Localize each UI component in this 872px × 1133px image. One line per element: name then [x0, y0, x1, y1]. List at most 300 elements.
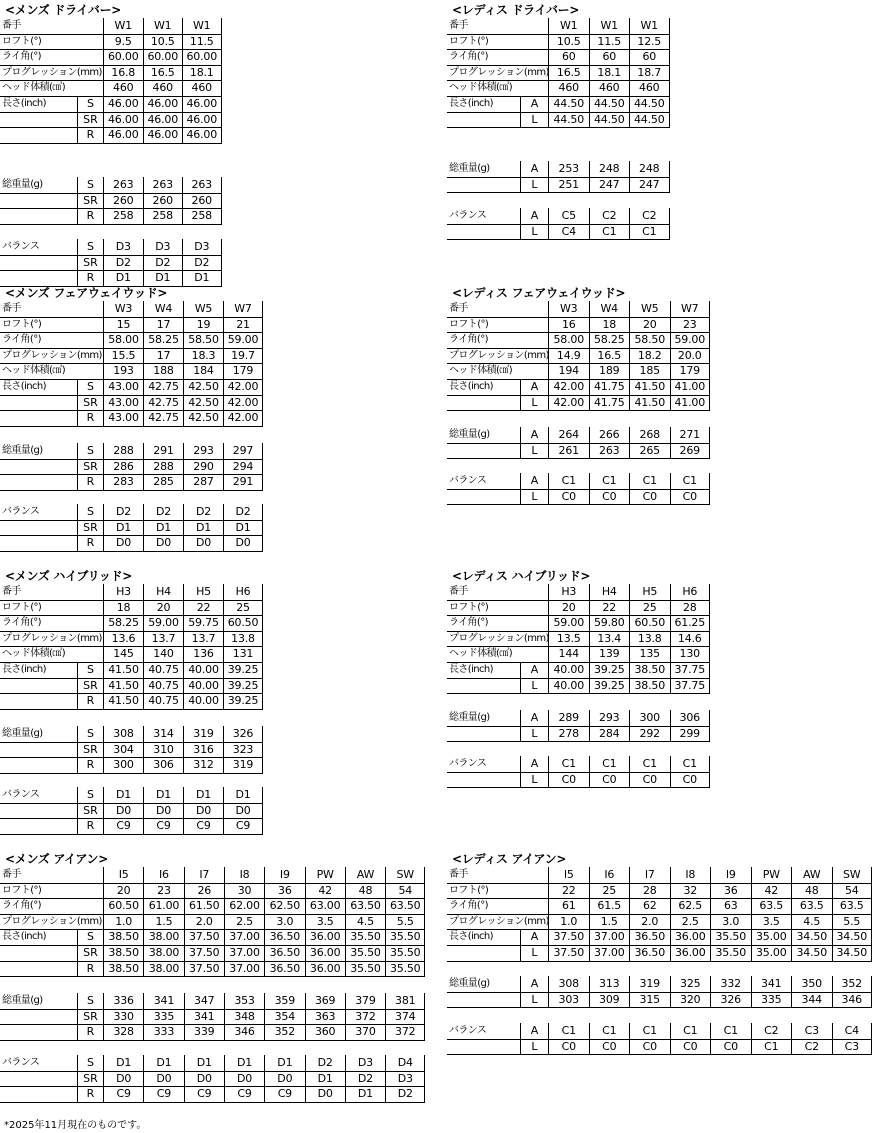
table-cell: H4: [589, 584, 630, 600]
flex-label: A: [520, 976, 548, 992]
row-label: プログレッション(mm): [449, 349, 549, 361]
table-cell: 37.50: [184, 945, 224, 961]
table-row: [447, 726, 710, 743]
footnote: *2025年11月現在のものです。: [4, 1120, 147, 1131]
table-cell: D2: [183, 504, 223, 520]
row-label: バランス: [2, 241, 40, 252]
table-cell: SW: [385, 867, 425, 883]
table-cell: 35.50: [345, 929, 385, 945]
table-cell: 2.0: [184, 914, 224, 930]
table-cell: 40.00: [548, 662, 589, 678]
table-cell: 258: [182, 208, 222, 224]
table-cell: 39.25: [223, 678, 263, 694]
table-row: [0, 459, 263, 476]
table-cell: 13.7: [143, 631, 183, 647]
table-cell: D0: [103, 1071, 143, 1087]
table-cell: C9: [143, 1086, 183, 1102]
flex-label: S: [77, 929, 103, 945]
table-cell: PW: [751, 867, 792, 883]
table-cell: 37.00: [589, 945, 630, 961]
table-row: [0, 867, 425, 884]
table-cell: 36.50: [264, 961, 304, 977]
flex-label: S: [77, 662, 103, 678]
row-label: プログレッション(mm): [449, 66, 549, 78]
table-row: [0, 914, 425, 931]
flex-label: R: [77, 818, 103, 834]
table-cell: C9: [264, 1086, 304, 1102]
table-cell: 261: [548, 443, 589, 459]
table-cell: D1: [182, 270, 222, 286]
table-cell: 314: [143, 726, 183, 742]
table-cell: 44.50: [548, 112, 589, 128]
table-cell: 58.25: [589, 332, 630, 348]
table-cell: 18.2: [629, 348, 670, 364]
table-row: [0, 1055, 425, 1072]
table-cell: 60: [589, 49, 630, 65]
table-cell: 135: [629, 646, 670, 662]
table-cell: 36.50: [264, 945, 304, 961]
table-cell: 313: [589, 976, 630, 992]
table-cell: 284: [589, 726, 630, 742]
table-row: [0, 961, 425, 978]
flex-label: L: [520, 992, 548, 1008]
table-cell: 460: [629, 80, 670, 96]
table-cell: 58.00: [548, 332, 589, 348]
row-label: 番手: [2, 586, 21, 597]
table-cell: 28: [670, 600, 711, 616]
table-cell: 20: [629, 317, 670, 333]
table-cell: C0: [629, 772, 670, 788]
table-cell: 18: [103, 600, 143, 616]
table-cell: 42.00: [223, 395, 263, 411]
table-cell: 266: [589, 427, 630, 443]
table-cell: 41.75: [589, 379, 630, 395]
table-cell: 58.50: [629, 332, 670, 348]
table-row: [0, 693, 263, 710]
table-cell: 61.25: [670, 615, 711, 631]
table-row: [0, 379, 263, 396]
table-row: [447, 615, 710, 632]
table-row: [0, 993, 425, 1010]
table-cell: 18.7: [629, 65, 670, 81]
table-cell: 62: [629, 898, 670, 914]
flex-label: L: [520, 1039, 548, 1055]
table-row: [447, 756, 710, 773]
table-cell: 13.7: [183, 631, 223, 647]
row-label: バランス: [2, 789, 40, 800]
table-cell: D0: [224, 1071, 264, 1087]
table-cell: 42: [751, 883, 792, 899]
table-cell: 136: [183, 646, 223, 662]
table-cell: 16.5: [589, 348, 630, 364]
table-cell: 352: [264, 1024, 304, 1040]
table-cell: 36.50: [629, 945, 670, 961]
table-cell: 145: [103, 646, 143, 662]
table-cell: 36.00: [305, 961, 345, 977]
table-cell: 346: [832, 992, 872, 1008]
table-row: [447, 662, 710, 679]
table-row: [0, 177, 222, 194]
table-cell: 63.5: [832, 898, 872, 914]
table-row: [447, 49, 670, 66]
table-cell: 43.00: [103, 379, 143, 395]
table-cell: 21: [223, 317, 263, 333]
table-cell: 264: [548, 427, 589, 443]
table-cell: I5: [103, 867, 143, 883]
table-cell: 39.25: [589, 662, 630, 678]
table-cell: 460: [143, 80, 183, 96]
table-cell: 60.50: [223, 615, 263, 631]
table-cell: 319: [629, 976, 670, 992]
table-cell: 41.50: [629, 379, 670, 395]
table-cell: D0: [264, 1071, 304, 1087]
table-cell: 5.5: [832, 914, 872, 930]
table-cell: D1: [223, 787, 263, 803]
table-cell: C0: [589, 772, 630, 788]
table-cell: 288: [103, 443, 143, 459]
table-row: [447, 18, 670, 35]
table-cell: 308: [548, 976, 589, 992]
table-cell: 316: [183, 742, 223, 758]
table-cell: D2: [143, 504, 183, 520]
flex-label: A: [520, 662, 548, 678]
table-cell: 36: [710, 883, 751, 899]
table-cell: D0: [143, 803, 183, 819]
table-cell: D0: [223, 535, 263, 551]
table-cell: 350: [791, 976, 832, 992]
table-cell: 62.00: [224, 898, 264, 914]
flex-label: L: [520, 224, 548, 240]
table-cell: 18: [589, 317, 630, 333]
table-cell: C9: [224, 1086, 264, 1102]
table-cell: W7: [223, 301, 263, 317]
row-label: 総重量(g): [449, 163, 490, 174]
table-cell: 360: [305, 1024, 345, 1040]
table-cell: 18.1: [589, 65, 630, 81]
table-cell: 39.25: [223, 662, 263, 678]
table-cell: C1: [589, 1023, 630, 1039]
table-cell: 38.50: [103, 945, 143, 961]
flex-label: L: [520, 772, 548, 788]
table-row: [447, 96, 670, 113]
table-cell: 20.0: [670, 348, 711, 364]
table-cell: 36.00: [305, 945, 345, 961]
table-cell: 16: [548, 317, 589, 333]
table-cell: 374: [385, 1009, 425, 1025]
table-row: [0, 127, 222, 144]
flex-label: S: [77, 787, 103, 803]
table-cell: 10.5: [548, 34, 589, 50]
table-cell: 35.50: [710, 945, 751, 961]
table-cell: C1: [548, 1023, 589, 1039]
table-cell: 62.50: [264, 898, 304, 914]
table-cell: C1: [629, 756, 670, 772]
table-row: [0, 193, 222, 210]
table-cell: C1: [670, 1023, 711, 1039]
table-cell: 60: [548, 49, 589, 65]
row-label: プログレッション(mm): [2, 915, 102, 927]
table-row: [0, 757, 263, 774]
flex-label: L: [520, 112, 548, 128]
table-cell: C4: [548, 224, 589, 240]
table-cell: D1: [103, 520, 143, 536]
table-cell: H6: [670, 584, 711, 600]
table-cell: 248: [589, 161, 630, 177]
row-label: ヘッド体積(㎤): [2, 365, 66, 377]
table-cell: C5: [548, 208, 589, 224]
table-row: [447, 772, 710, 789]
table-cell: D2: [103, 504, 143, 520]
table-row: [0, 112, 222, 129]
table-cell: C0: [589, 489, 630, 505]
table-cell: 44.50: [629, 96, 670, 112]
table-row: [0, 504, 263, 521]
table-cell: 41.00: [670, 395, 711, 411]
table-cell: D0: [183, 535, 223, 551]
flex-label: A: [520, 208, 548, 224]
flex-label: A: [520, 379, 548, 395]
table-cell: 42.00: [223, 379, 263, 395]
table-cell: 41.75: [589, 395, 630, 411]
table-cell: 290: [183, 459, 223, 475]
row-label: 総重量(g): [2, 995, 43, 1006]
flex-label: L: [520, 726, 548, 742]
table-row: [447, 1039, 872, 1056]
table-row: [0, 474, 263, 491]
table-cell: 4.5: [345, 914, 385, 930]
flex-label: S: [77, 96, 103, 112]
table-cell: 263: [103, 177, 143, 193]
table-cell: C1: [589, 756, 630, 772]
table-row: [447, 443, 710, 460]
row-label: ロフト(°): [2, 318, 42, 330]
table-cell: D1: [103, 787, 143, 803]
row-label: 総重量(g): [449, 429, 490, 440]
table-cell: 38.00: [143, 945, 183, 961]
table-cell: 58.25: [103, 615, 143, 631]
table-row: [0, 584, 263, 601]
table-row: [0, 1009, 425, 1026]
table-cell: 18.1: [182, 65, 222, 81]
table-row: [0, 348, 263, 365]
table-row: [0, 443, 263, 460]
table-row: [447, 395, 710, 412]
row-label: ヘッド体積(㎤): [449, 648, 513, 660]
table-cell: 37.00: [224, 945, 264, 961]
table-cell: 40.00: [183, 693, 223, 709]
table-cell: 42.75: [143, 410, 183, 426]
table-cell: D0: [143, 1071, 183, 1087]
flex-label: L: [520, 489, 548, 505]
table-cell: 42.50: [183, 410, 223, 426]
table-cell: D2: [182, 255, 222, 271]
table-cell: C0: [629, 1039, 670, 1055]
row-label: 番手: [2, 20, 21, 31]
table-cell: C1: [710, 1023, 751, 1039]
table-cell: C9: [103, 1086, 143, 1102]
table-row: [447, 976, 872, 993]
table-cell: 263: [182, 177, 222, 193]
row-label: 長さ(inch): [449, 664, 493, 675]
table-row: [447, 883, 872, 900]
table-cell: C2: [629, 208, 670, 224]
table-cell: 59.00: [223, 332, 263, 348]
table-cell: 1.5: [589, 914, 630, 930]
table-cell: 370: [345, 1024, 385, 1040]
table-cell: 36.00: [670, 945, 711, 961]
table-cell: D1: [264, 1055, 304, 1071]
table-row: [447, 914, 872, 931]
table-cell: 38.50: [629, 662, 670, 678]
table-cell: 13.5: [548, 631, 589, 647]
table-cell: 17: [143, 348, 183, 364]
table-cell: 188: [143, 363, 183, 379]
table-cell: D3: [385, 1071, 425, 1087]
table-cell: 3.5: [305, 914, 345, 930]
table-cell: 293: [589, 710, 630, 726]
table-cell: H3: [548, 584, 589, 600]
table-cell: 2.0: [629, 914, 670, 930]
table-cell: 12.5: [629, 34, 670, 50]
table-cell: C1: [589, 224, 630, 240]
table-cell: 288: [143, 459, 183, 475]
section-title: <メンズ ドライバー>: [5, 3, 122, 17]
table-cell: 59.00: [548, 615, 589, 631]
table-cell: 3.0: [264, 914, 304, 930]
table-cell: 13.6: [103, 631, 143, 647]
row-label: ライ角(°): [2, 617, 41, 629]
table-cell: 300: [629, 710, 670, 726]
table-cell: C0: [548, 1039, 589, 1055]
table-row: [0, 631, 263, 648]
table-cell: 35.50: [710, 929, 751, 945]
table-cell: H5: [183, 584, 223, 600]
table-cell: D3: [143, 239, 183, 255]
table-row: [447, 1023, 872, 1040]
table-cell: AW: [345, 867, 385, 883]
section-title: <メンズ フェアウェイウッド>: [5, 286, 168, 300]
table-cell: 306: [143, 757, 183, 773]
table-row: [447, 177, 670, 194]
table-cell: H6: [223, 584, 263, 600]
flex-label: SR: [77, 255, 103, 271]
table-cell: 43.00: [103, 395, 143, 411]
table-cell: W1: [143, 18, 183, 34]
table-cell: 37.00: [589, 929, 630, 945]
table-row: [447, 301, 710, 318]
table-cell: 283: [103, 474, 143, 490]
table-cell: 341: [143, 993, 183, 1009]
table-row: [0, 65, 222, 82]
table-cell: 13.8: [629, 631, 670, 647]
table-cell: 41.50: [103, 693, 143, 709]
table-cell: 363: [305, 1009, 345, 1025]
table-cell: 35.00: [751, 929, 792, 945]
flex-label: A: [520, 756, 548, 772]
table-cell: I6: [589, 867, 630, 883]
row-label: ライ角(°): [2, 51, 41, 63]
table-cell: W1: [182, 18, 222, 34]
table-cell: C2: [791, 1039, 832, 1055]
flex-label: R: [77, 1024, 103, 1040]
table-cell: 291: [143, 443, 183, 459]
table-row: [0, 208, 222, 225]
table-row: [0, 18, 222, 35]
flex-label: R: [77, 208, 103, 224]
table-cell: C1: [629, 1023, 670, 1039]
table-cell: 268: [629, 427, 670, 443]
table-cell: 25: [629, 600, 670, 616]
table-row: [0, 535, 263, 552]
table-cell: W5: [183, 301, 223, 317]
table-cell: D0: [103, 803, 143, 819]
table-cell: 260: [143, 193, 183, 209]
row-label: 長さ(inch): [449, 98, 493, 109]
table-cell: 37.75: [670, 662, 711, 678]
table-row: [447, 867, 872, 884]
flex-label: SR: [77, 678, 103, 694]
table-cell: C0: [548, 489, 589, 505]
table-cell: 42: [305, 883, 345, 899]
row-label: プログレッション(mm): [2, 349, 102, 361]
table-cell: 36.00: [305, 929, 345, 945]
table-cell: 35.50: [345, 945, 385, 961]
table-cell: C0: [589, 1039, 630, 1055]
table-cell: 59.80: [589, 615, 630, 631]
table-cell: 379: [345, 993, 385, 1009]
table-cell: D2: [143, 255, 183, 271]
table-cell: 16.8: [103, 65, 143, 81]
table-row: [0, 34, 222, 51]
table-cell: D1: [305, 1071, 345, 1087]
row-label: プログレッション(mm): [2, 632, 102, 644]
table-cell: D2: [345, 1071, 385, 1087]
table-cell: 34.50: [791, 929, 832, 945]
table-cell: 332: [710, 976, 751, 992]
table-cell: 326: [223, 726, 263, 742]
flex-label: L: [520, 177, 548, 193]
table-row: [0, 818, 263, 835]
row-label: ロフト(°): [449, 35, 489, 47]
table-cell: 304: [103, 742, 143, 758]
row-label: 総重量(g): [449, 978, 490, 989]
flex-label: A: [520, 929, 548, 945]
table-cell: 2.5: [670, 914, 711, 930]
row-label: バランス: [449, 1025, 487, 1036]
table-cell: 63.5: [791, 898, 832, 914]
table-cell: W3: [548, 301, 589, 317]
row-label: プログレッション(mm): [2, 66, 102, 78]
table-cell: 11.5: [182, 34, 222, 50]
table-cell: 38.50: [103, 961, 143, 977]
table-cell: C2: [751, 1023, 792, 1039]
table-cell: 306: [670, 710, 711, 726]
table-cell: 258: [143, 208, 183, 224]
table-cell: 54: [832, 883, 872, 899]
row-label: 番手: [449, 586, 468, 597]
table-cell: 19.7: [223, 348, 263, 364]
table-cell: 63.50: [385, 898, 425, 914]
table-cell: C3: [832, 1039, 872, 1055]
table-cell: 35.00: [751, 945, 792, 961]
table-cell: 319: [183, 726, 223, 742]
table-cell: 185: [629, 363, 670, 379]
table-cell: 189: [589, 363, 630, 379]
table-row: [0, 1071, 425, 1088]
table-cell: 35.50: [385, 961, 425, 977]
table-cell: 179: [670, 363, 711, 379]
table-cell: 63.5: [751, 898, 792, 914]
